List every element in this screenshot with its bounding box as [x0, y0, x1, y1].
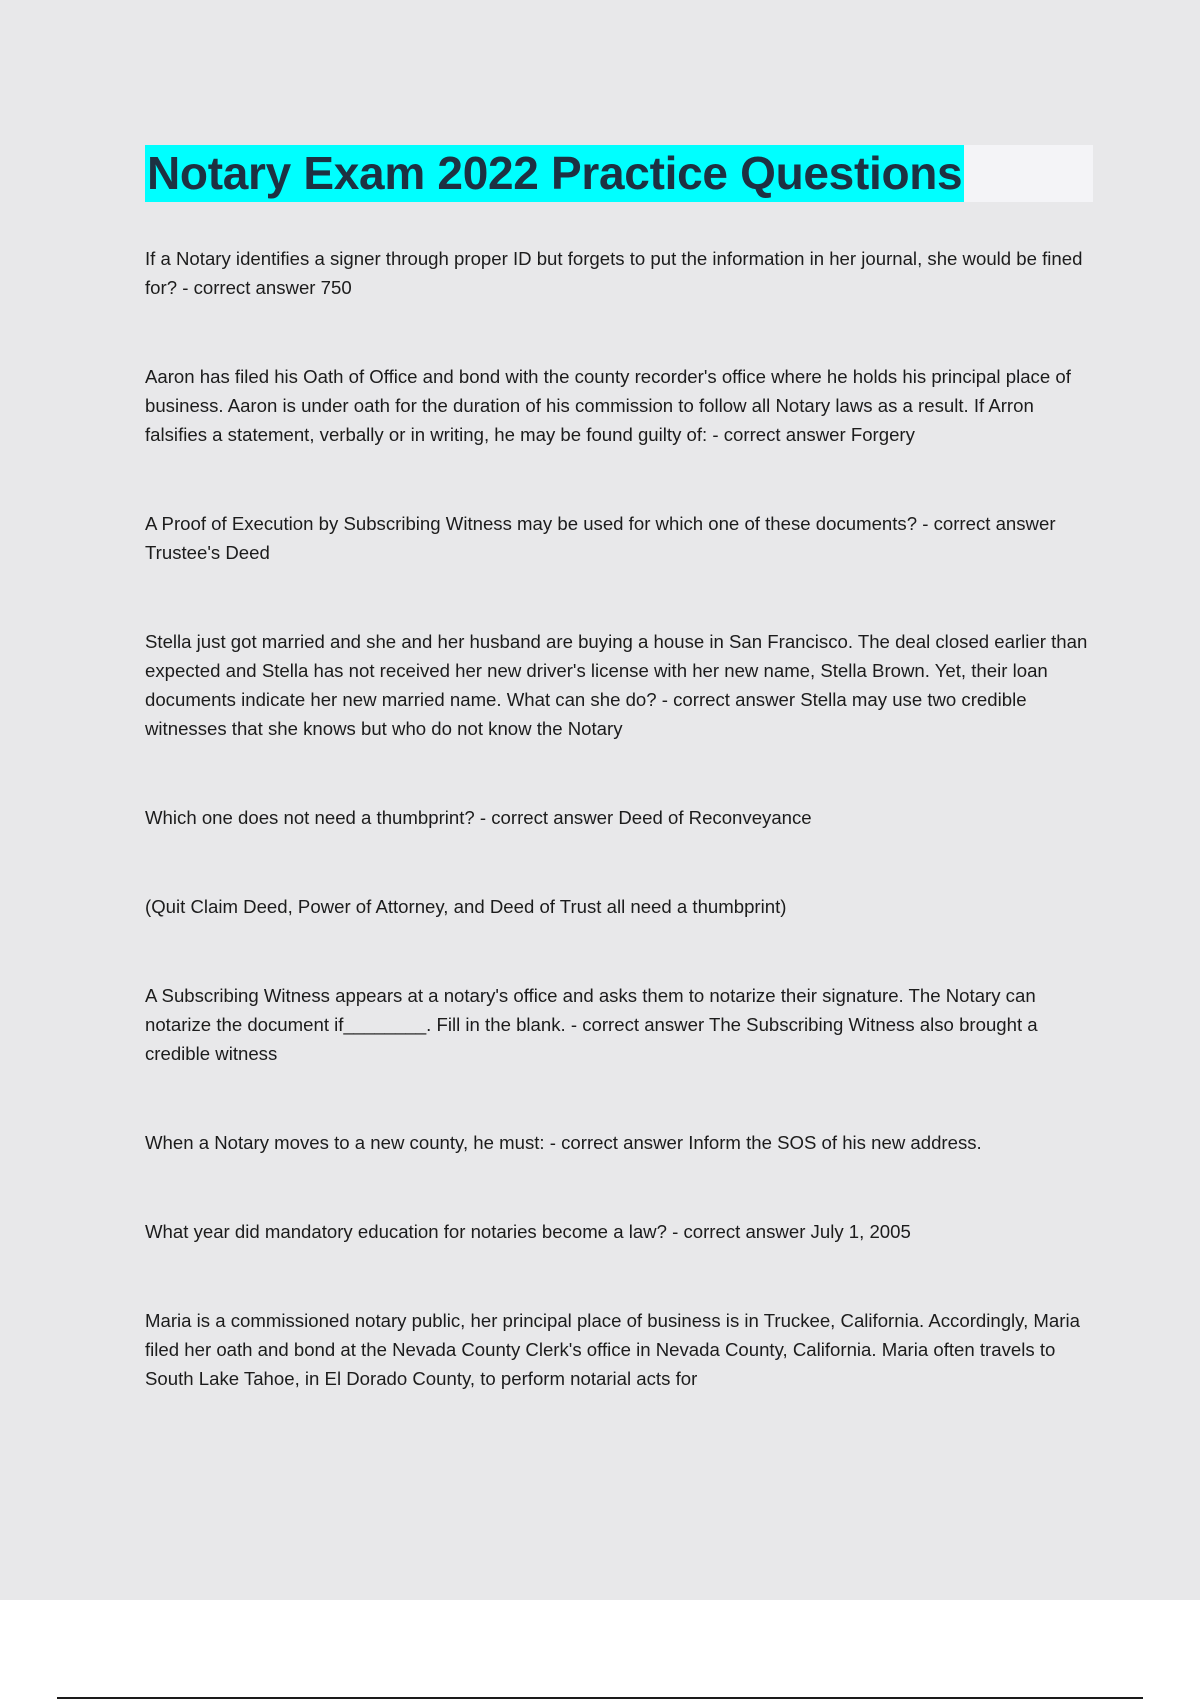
question-item: A Subscribing Witness appears at a notary's office and asks them to notarize their signature. The Notary can notarize the document if________. Fill in the blank. - correct answer The Subscribing Witness also brought a credible witness	[145, 985, 1038, 1064]
document-title: Notary Exam 2022 Practice Questions	[145, 145, 964, 202]
question-item: A Proof of Execution by Subscribing Witness may be used for which one of these documents? - correct answer Trustee's Deed	[145, 513, 1056, 563]
question-list	[145, 244, 1095, 1453]
title-bar	[145, 145, 1093, 202]
question-item: When a Notary moves to a new county, he must: - correct answer Inform the SOS of his new address.	[145, 1132, 982, 1153]
question-item: What year did mandatory education for notaries become a law? - correct answer July 1, 2005	[145, 1221, 911, 1242]
page-bottom-divider	[57, 1697, 1143, 1699]
question-item: Aaron has filed his Oath of Office and bond with the county recorder's office where he holds his principal place of business. Aaron is under oath for the duration of his commission to follow all Notary laws as a result. If Arron falsifies a statement, verbally or in writing, he may be found guilty of: - correct answer Forgery	[145, 366, 1071, 445]
question-item: Stella just got married and she and her husband are buying a house in San Francisco. The deal closed earlier than expected and Stella has not received her new driver's license with her new name, Stella Brown. Yet, their loan documents indicate her new married name. What can she do? - correct answer Stella may use two credible witnesses that she knows but who do not know the Notary	[145, 631, 1088, 739]
question-item: If a Notary identifies a signer through proper ID but forgets to put the information in her journal, she would be fined for? - correct answer 750	[145, 248, 1083, 298]
note-item: (Quit Claim Deed, Power of Attorney, and Deed of Trust all need a thumbprint)	[145, 896, 787, 917]
question-item: Maria is a commissioned notary public, her principal place of business is in Truckee, California. Accordingly, Maria filed her oath and bond at the Nevada County Clerk's office in Nevada County, California. Maria often travels to South Lake Tahoe, in El Dorado County, to perform notarial acts for	[145, 1310, 1080, 1389]
question-item: Which one does not need a thumbprint? - correct answer Deed of Reconveyance	[145, 807, 812, 828]
